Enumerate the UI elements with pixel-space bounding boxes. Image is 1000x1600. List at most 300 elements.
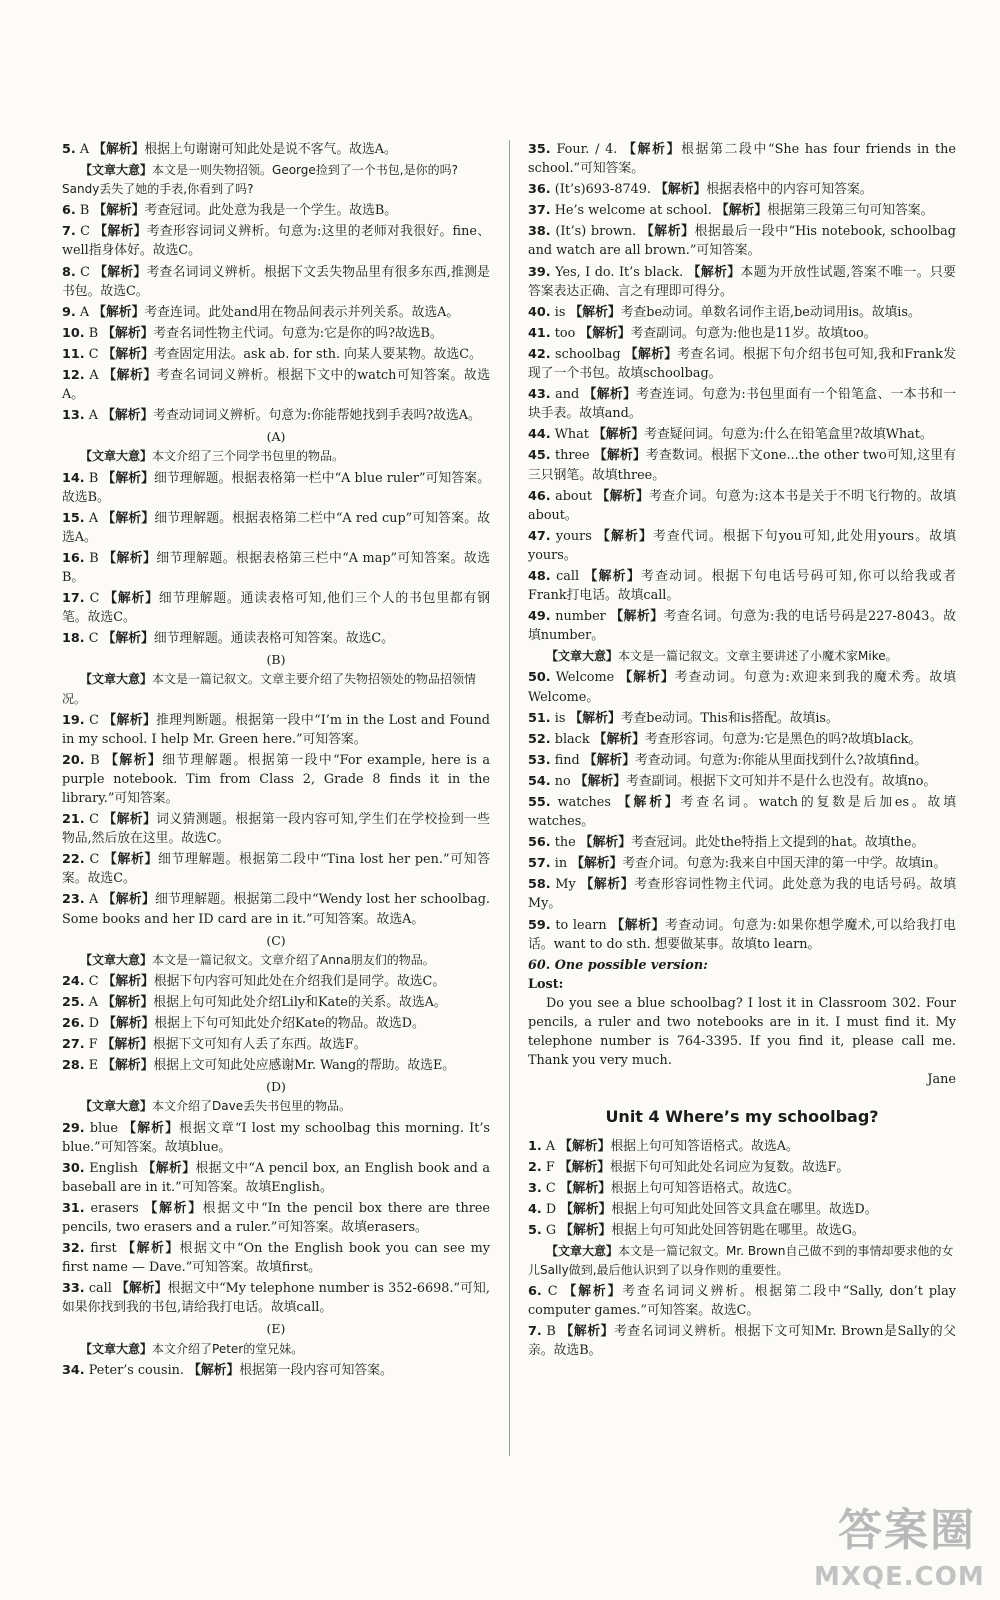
section-heading: (E) bbox=[266, 1321, 286, 1337]
analysis-text: 考查be动词。This和is搭配。故填is。 bbox=[620, 710, 839, 726]
analysis-tag: 【解析】 bbox=[655, 182, 707, 198]
answer-entry bbox=[528, 567, 956, 605]
section-heading: (C) bbox=[266, 932, 286, 948]
analysis-tag: 【解析】 bbox=[122, 1241, 180, 1257]
answer-entry bbox=[62, 993, 490, 1012]
article-summary bbox=[62, 951, 490, 970]
summary-text: 本文是一则失物招领。George捡到了一个书包,是你的吗?Sandy丢失了她的手表,你看到了吗? bbox=[62, 163, 458, 197]
analysis-text: 根据第一段内容可知答案。 bbox=[239, 1362, 393, 1378]
question-number: 6. bbox=[528, 1284, 542, 1300]
analysis-tag: 【解析】 bbox=[593, 731, 645, 747]
question-number: 5. bbox=[528, 1222, 542, 1238]
answer-entry bbox=[528, 751, 956, 770]
answer-value: A bbox=[89, 892, 99, 908]
section-heading: (B) bbox=[266, 652, 286, 668]
answer-entry bbox=[528, 1221, 956, 1240]
question-number: 16. bbox=[62, 550, 85, 566]
analysis-tag: 【解析】 bbox=[579, 325, 631, 341]
answer-value: C bbox=[80, 264, 90, 280]
answer-value: A bbox=[545, 1138, 556, 1154]
answer-entry bbox=[528, 201, 956, 220]
answer-entry bbox=[62, 406, 490, 425]
answer-value: yours bbox=[555, 528, 592, 544]
answer-value: number bbox=[555, 609, 606, 625]
answer-entry bbox=[62, 1239, 490, 1277]
analysis-tag: 【解析】 bbox=[619, 670, 675, 686]
answer-entry bbox=[528, 324, 956, 343]
answer-entry bbox=[62, 850, 490, 888]
answer-value: Four. / 4. bbox=[556, 142, 618, 157]
analysis-text: 考查动词。句意为:你能从里面找到什么?故填find。 bbox=[635, 752, 928, 768]
question-number: 21. bbox=[62, 812, 85, 828]
question-number: 18. bbox=[62, 631, 85, 647]
question-number: 14. bbox=[62, 470, 85, 486]
analysis-tag: 【解析】 bbox=[596, 488, 650, 504]
answer-entry bbox=[528, 772, 956, 791]
analysis-text: 考查形容词词义辨析。句意为:这里的老师对我很好。fine、well指身体好。故选C。 bbox=[62, 224, 490, 259]
answer-value: B bbox=[88, 325, 99, 341]
answer-value: the bbox=[554, 835, 576, 851]
analysis-tag: 【解析】 bbox=[583, 752, 635, 768]
question-number: 3. bbox=[528, 1180, 542, 1196]
analysis-tag: 【解析】 bbox=[103, 712, 157, 728]
analysis-tag: 【解析】 bbox=[103, 368, 157, 384]
answer-entry bbox=[62, 1361, 490, 1380]
analysis-tag: 【解析】 bbox=[640, 224, 695, 240]
analysis-text: 根据上句谢谢可知此处是说不客气。故选A。 bbox=[144, 142, 397, 157]
analysis-text: 细节理解题。根据表格第一栏中“A blue ruler”可知答案。故选B。 bbox=[62, 470, 490, 505]
analysis-tag: 【解析】 bbox=[593, 448, 646, 464]
analysis-tag: 【解析】 bbox=[569, 304, 621, 320]
summary-tag: 【文章大意】 bbox=[80, 1341, 153, 1356]
analysis-text: 根据上句可知此处回答文具盒在哪里。故选D。 bbox=[611, 1201, 878, 1217]
answer-value: B bbox=[88, 470, 99, 486]
analysis-text: 细节理解题。根据第二段中“Wendy lost her schoolbag. Some books and her ID card are in it.”可知答案。故选A。 bbox=[62, 892, 490, 927]
answer-entry bbox=[528, 222, 956, 260]
watermark-logo-text: 答案圈 bbox=[838, 1505, 976, 1556]
answer-value: A bbox=[89, 368, 99, 384]
analysis-tag: 【解析】 bbox=[559, 1138, 611, 1154]
analysis-tag: 【解析】 bbox=[558, 1159, 610, 1175]
question-number: 25. bbox=[62, 994, 85, 1010]
analysis-tag: 【解析】 bbox=[569, 710, 621, 726]
answer-entry bbox=[528, 854, 956, 873]
analysis-tag: 【解析】 bbox=[574, 773, 626, 789]
answer-entry bbox=[528, 487, 956, 525]
analysis-tag: 【解析】 bbox=[560, 1324, 614, 1340]
question-number: 54. bbox=[528, 773, 551, 789]
analysis-tag: 【解析】 bbox=[144, 1200, 203, 1216]
answer-entry bbox=[62, 201, 490, 220]
answer-entry bbox=[528, 1282, 956, 1320]
answer-entry bbox=[528, 1179, 956, 1198]
analysis-text: 考查动词。句意为:如果你想学魔术,可以给我打电话。want to do sth. 想要做某事。故填to learn。 bbox=[528, 917, 956, 952]
right-column bbox=[528, 140, 956, 1363]
answer-value: C bbox=[89, 591, 100, 607]
analysis-text: 根据文中“My telephone number is 352-6698.”可知,如果你找到我的书包,请给我打电话。故填call。 bbox=[62, 1281, 490, 1316]
question-number: 41. bbox=[528, 325, 551, 341]
question-number: 52. bbox=[528, 731, 551, 747]
answer-entry bbox=[528, 607, 956, 645]
question-number: 2. bbox=[528, 1159, 542, 1175]
analysis-tag: 【解析】 bbox=[93, 142, 145, 157]
answer-value: C bbox=[89, 852, 100, 868]
question-number: 10. bbox=[62, 325, 85, 341]
answer-entry bbox=[62, 366, 490, 404]
analysis-tag: 【解析】 bbox=[560, 1201, 612, 1217]
analysis-text: 考查介词。句意为:我来自中国天津的第一中学。故填in。 bbox=[622, 856, 947, 872]
answer-entry bbox=[62, 1159, 490, 1197]
answer-entry bbox=[62, 890, 490, 928]
question-number: 8. bbox=[62, 264, 76, 280]
analysis-tag: 【解析】 bbox=[116, 1281, 168, 1297]
answer-entry bbox=[62, 222, 490, 260]
answer-entry bbox=[528, 1158, 956, 1177]
question-number: 53. bbox=[528, 752, 551, 768]
analysis-tag: 【解析】 bbox=[104, 591, 159, 607]
analysis-tag: 【解析】 bbox=[103, 550, 157, 566]
article-summary bbox=[62, 670, 490, 708]
analysis-text: 考查连词。此处and用在物品间表示并列关系。故选A。 bbox=[144, 304, 460, 320]
question-number: 33. bbox=[62, 1281, 85, 1297]
answer-value: first bbox=[90, 1241, 117, 1257]
analysis-tag: 【解析】 bbox=[102, 470, 155, 486]
analysis-tag: 【解析】 bbox=[563, 1284, 623, 1300]
answer-value: D bbox=[88, 1016, 100, 1032]
answer-entry bbox=[528, 140, 956, 178]
question-number: 5. bbox=[62, 142, 76, 157]
watermark-url: MXQE.COM bbox=[814, 1562, 985, 1592]
analysis-text: 考查数词。根据下文one...the other two可知,这里有三只钢笔。故填three。 bbox=[528, 448, 957, 483]
answer-value: D bbox=[545, 1201, 557, 1217]
analysis-tag: 【解析】 bbox=[623, 142, 682, 157]
answer-value: blue bbox=[89, 1120, 119, 1136]
summary-text: 本文是一篇记叙文。Mr. Brown自己做不到的事情却要求他的女儿Sally做到,最后他认识到了以身作则的重要性。 bbox=[528, 1243, 954, 1278]
analysis-tag: 【解析】 bbox=[102, 892, 155, 908]
watermark-logo bbox=[814, 1494, 986, 1592]
answer-value: and bbox=[555, 387, 580, 403]
summary-text: 本文介绍了三个同学书包里的物品。 bbox=[152, 449, 345, 464]
question-number: 20. bbox=[62, 752, 85, 768]
analysis-tag: 【解析】 bbox=[142, 1160, 196, 1176]
question-number: 22. bbox=[62, 852, 85, 868]
answer-value: in bbox=[554, 856, 568, 872]
answer-value: He’s welcome at school. bbox=[554, 203, 712, 219]
answer-entry bbox=[62, 1035, 490, 1054]
left-column bbox=[62, 140, 490, 1382]
summary-tag: 【文章大意】 bbox=[80, 449, 153, 464]
summary-text: 本文是一篇记叙文。文章主要介绍了失物招领处的物品招领情况。 bbox=[62, 672, 477, 706]
summary-tag: 【文章大意】 bbox=[80, 1099, 153, 1114]
answer-value: Peter’s cousin. bbox=[88, 1362, 184, 1378]
analysis-text: 根据表格中的内容可知答案。 bbox=[706, 182, 873, 198]
analysis-text: 根据下文可知有人丢了东西。故选F。 bbox=[152, 1037, 367, 1053]
question-number: 13. bbox=[62, 408, 85, 424]
question-number: 44. bbox=[528, 427, 551, 443]
question-number: 1. bbox=[528, 1138, 542, 1154]
answer-entry bbox=[528, 833, 956, 852]
question-number: 30. bbox=[62, 1160, 85, 1176]
analysis-tag: 【解析】 bbox=[687, 264, 741, 280]
answer-value: watches bbox=[557, 795, 611, 810]
answer-value: F bbox=[545, 1159, 555, 1175]
answer-value: B bbox=[546, 1324, 556, 1340]
analysis-text: 细节理解题。通读表格可知,他们三个人的书包里都有钢笔。故选C。 bbox=[62, 591, 490, 626]
sample-essay bbox=[528, 956, 956, 1090]
answer-value: C bbox=[88, 631, 99, 647]
summary-text: 本文是一篇记叙文。文章主要讲述了小魔术家Mike。 bbox=[618, 649, 898, 664]
question-number: 11. bbox=[62, 346, 85, 362]
analysis-text: 细节理解题。根据第二段中“Tina lost her pen.”可知答案。故选C。 bbox=[62, 852, 490, 887]
analysis-tag: 【解析】 bbox=[105, 752, 163, 768]
answer-value: no bbox=[554, 773, 571, 789]
answer-entry bbox=[62, 263, 490, 301]
answer-value: A bbox=[79, 304, 90, 320]
answer-entry bbox=[62, 1199, 490, 1237]
answer-entry bbox=[62, 469, 490, 507]
analysis-tag: 【解析】 bbox=[571, 856, 623, 872]
essay-title: Lost: bbox=[528, 976, 564, 992]
analysis-text: 根据文中“On the English book you can see my first name — Dave.”可知答案。故填first。 bbox=[62, 1241, 490, 1276]
answer-value: A bbox=[88, 510, 99, 526]
analysis-text: 考查疑问词。句意为:什么在铅笔盒里?故填What。 bbox=[644, 427, 933, 443]
analysis-text: 考查代词。根据下句you可知,此处用yours。故填yours。 bbox=[528, 528, 956, 563]
analysis-text: 词义猜测题。根据第一段内容可知,学生们在学校捡到一些物品,然后放在这里。故选C。 bbox=[62, 812, 490, 847]
analysis-tag: 【解析】 bbox=[94, 264, 147, 280]
analysis-text: 细节理解题。根据表格第二栏中“A red cup”可知答案。故选A。 bbox=[62, 510, 490, 545]
analysis-tag: 【解析】 bbox=[610, 609, 664, 625]
analysis-text: 考查动词词义辨析。句意为:你能帮她找到手表吗?故选A。 bbox=[153, 408, 481, 424]
analysis-tag: 【解析】 bbox=[611, 917, 665, 933]
answer-entry bbox=[528, 303, 956, 322]
question-number: 49. bbox=[528, 609, 551, 625]
analysis-text: 考查副词。句意为:他也是11岁。故填too。 bbox=[630, 325, 877, 341]
summary-tag: 【文章大意】 bbox=[80, 672, 153, 687]
answer-value: too bbox=[554, 325, 576, 341]
article-summary bbox=[528, 647, 956, 666]
answer-value: about bbox=[555, 488, 593, 504]
analysis-text: 根据文中“In the pencil box there are three pencils, two erasers and a ruler.”可知答案。故填erasers。 bbox=[62, 1200, 490, 1235]
analysis-text: 考查名词性物主代词。句意为:它是你的吗?故选B。 bbox=[153, 325, 443, 341]
question-number: 4. bbox=[528, 1201, 542, 1217]
question-number: 17. bbox=[62, 591, 85, 607]
answer-value: E bbox=[88, 1058, 99, 1074]
answer-value: What bbox=[554, 427, 589, 443]
answer-value: A bbox=[88, 408, 98, 424]
answer-entry bbox=[62, 711, 490, 749]
essay-heading: 60. One possible version: bbox=[528, 957, 708, 973]
analysis-text: 根据文中“A pencil box, an English book and a baseball are in it.”可知答案。故填English。 bbox=[62, 1160, 490, 1195]
analysis-tag: 【解析】 bbox=[617, 795, 681, 810]
answer-value: erasers bbox=[90, 1200, 139, 1216]
analysis-text: 根据上句可知此处介绍Lily和Kate的关系。故选A。 bbox=[153, 994, 447, 1010]
analysis-text: 考查名词词义辨析。根据下文丢失物品里有很多东西,推测是书包。故选C。 bbox=[62, 264, 490, 299]
question-number: 32. bbox=[62, 1241, 85, 1257]
question-number: 7. bbox=[62, 224, 76, 240]
question-number: 27. bbox=[62, 1037, 85, 1053]
summary-tag: 【文章大意】 bbox=[80, 952, 153, 967]
analysis-tag: 【解析】 bbox=[123, 1120, 180, 1136]
answer-value: C bbox=[545, 1180, 556, 1196]
answer-entry bbox=[528, 730, 956, 749]
analysis-tag: 【解析】 bbox=[102, 973, 154, 989]
answer-value: B bbox=[90, 752, 100, 768]
summary-tag: 【文章大意】 bbox=[546, 1243, 619, 1258]
answer-entry bbox=[528, 1137, 956, 1156]
answer-value: C bbox=[80, 224, 90, 240]
answer-value: (It’s) brown. bbox=[555, 224, 637, 240]
section-heading: (A) bbox=[266, 429, 286, 445]
article-summary bbox=[62, 161, 490, 199]
question-number: 56. bbox=[528, 835, 551, 851]
question-number: 51. bbox=[528, 710, 551, 726]
analysis-text: 考查形容词性物主代词。此处意为我的电话号码。故填My。 bbox=[528, 877, 957, 912]
analysis-text: 根据上下句可知此处介绍Kate的物品。故选D。 bbox=[154, 1016, 425, 1032]
answer-entry bbox=[62, 345, 490, 364]
analysis-tag: 【解析】 bbox=[102, 510, 155, 526]
question-number: 38. bbox=[528, 224, 551, 240]
answer-value: B bbox=[89, 550, 99, 566]
analysis-tag: 【解析】 bbox=[93, 304, 145, 320]
question-number: 35. bbox=[528, 142, 551, 157]
question-number: 15. bbox=[62, 510, 85, 526]
analysis-text: 本题为开放性试题,答案不唯一。只要答案表达正确、言之有理即可得分。 bbox=[528, 264, 956, 299]
column-divider bbox=[509, 140, 510, 1456]
analysis-text: 根据上句可知答语格式。故选A。 bbox=[610, 1138, 799, 1154]
question-number: 46. bbox=[528, 488, 551, 504]
answer-entry bbox=[528, 793, 956, 831]
answer-value: (It’s)693-8749. bbox=[554, 182, 651, 198]
analysis-text: 考查固定用法。ask ab. for sth. 向某人要某物。故选C。 bbox=[153, 346, 482, 362]
answer-value: A bbox=[79, 142, 90, 157]
analysis-text: 考查动词。句意为:欢迎来到我的魔术秀。故填Welcome。 bbox=[528, 670, 956, 705]
analysis-text: 根据上句可知答语格式。故选C。 bbox=[610, 1180, 800, 1196]
question-number: 59. bbox=[528, 917, 551, 933]
question-number: 23. bbox=[62, 892, 85, 908]
question-number: 37. bbox=[528, 203, 551, 219]
answer-value: Welcome bbox=[555, 670, 615, 686]
answer-value: C bbox=[547, 1284, 558, 1300]
analysis-tag: 【解析】 bbox=[559, 1180, 611, 1196]
question-number: 6. bbox=[62, 203, 76, 219]
question-number: 40. bbox=[528, 304, 551, 320]
answer-entry bbox=[528, 709, 956, 728]
answer-value: is bbox=[554, 304, 566, 320]
analysis-tag: 【解析】 bbox=[102, 346, 154, 362]
question-number: 9. bbox=[62, 304, 76, 320]
question-number: 29. bbox=[62, 1120, 85, 1136]
answer-entry bbox=[528, 425, 956, 444]
summary-tag: 【文章大意】 bbox=[546, 649, 619, 664]
analysis-text: 根据下句可知此处名词应为复数。故选F。 bbox=[610, 1159, 850, 1175]
analysis-tag: 【解析】 bbox=[580, 877, 635, 893]
answer-entry bbox=[528, 875, 956, 913]
answer-value: black bbox=[554, 731, 590, 747]
answer-value: F bbox=[88, 1037, 98, 1053]
answer-entry bbox=[62, 1056, 490, 1075]
article-summary bbox=[62, 1097, 490, 1116]
summary-text: 本文介绍了Peter的堂兄妹。 bbox=[152, 1341, 304, 1356]
question-number: 39. bbox=[528, 264, 551, 280]
answer-value: three bbox=[554, 448, 590, 464]
analysis-tag: 【解析】 bbox=[624, 346, 678, 362]
answer-entry bbox=[528, 263, 956, 301]
analysis-text: 根据上句可知此处回答钥匙在哪里。故选G。 bbox=[611, 1222, 865, 1238]
answer-value: B bbox=[79, 203, 90, 219]
article-summary bbox=[62, 1340, 490, 1359]
answer-entry bbox=[528, 1322, 956, 1360]
answer-value: is bbox=[554, 710, 566, 726]
analysis-tag: 【解析】 bbox=[584, 568, 641, 584]
analysis-tag: 【解析】 bbox=[715, 203, 768, 219]
answer-value: Yes, I do. It’s black. bbox=[555, 264, 684, 280]
analysis-tag: 【解析】 bbox=[593, 427, 645, 443]
analysis-text: 考查形容词。句意为:它是黑色的吗?故填black。 bbox=[644, 731, 922, 747]
analysis-text: 考查名词。watch的复数是后加es。故填watches。 bbox=[528, 795, 957, 830]
analysis-tag: 【解析】 bbox=[583, 387, 637, 403]
answer-entry bbox=[62, 1279, 490, 1317]
analysis-text: 考查名词词义辨析。根据下文中的watch可知答案。故选A。 bbox=[62, 368, 491, 403]
summary-text: 本文介绍了Dave丢失书包里的物品。 bbox=[152, 1099, 352, 1114]
question-number: 26. bbox=[62, 1016, 85, 1032]
analysis-tag: 【解析】 bbox=[597, 528, 653, 544]
analysis-text: 考查冠词。此处the特指上文提到的hat。故填the。 bbox=[630, 835, 925, 851]
answer-value: schoolbag bbox=[555, 346, 621, 362]
answer-entry bbox=[528, 916, 956, 954]
analysis-tag: 【解析】 bbox=[102, 408, 154, 424]
analysis-text: 考查副词。根据下文可知并不是什么也没有。故填no。 bbox=[625, 773, 937, 789]
essay-body: Do you see a blue schoolbag? I lost it in Classroom 302. Four pencils, a ruler and two notebooks are in it. I must find it. My telephone number is 764-3395. If you find it, please call me. Thank you very much. bbox=[528, 995, 956, 1069]
answer-value: C bbox=[89, 812, 99, 828]
question-number: 31. bbox=[62, 1200, 85, 1216]
analysis-text: 考查介词。句意为:这本书是关于不明飞行物的。故填about。 bbox=[528, 488, 956, 523]
analysis-text: 考查be动词。单数名词作主语,be动词用is。故填is。 bbox=[620, 304, 921, 320]
answer-entry bbox=[62, 1014, 490, 1033]
answer-entry bbox=[528, 446, 956, 484]
analysis-text: 考查冠词。此处意为我是一个学生。故选B。 bbox=[144, 203, 398, 219]
answer-entry bbox=[62, 1119, 490, 1157]
answer-entry bbox=[62, 509, 490, 547]
question-number: 47. bbox=[528, 528, 551, 544]
analysis-tag: 【解析】 bbox=[102, 631, 154, 647]
question-number: 24. bbox=[62, 973, 85, 989]
essay-signature: Jane bbox=[927, 1072, 956, 1088]
question-number: 12. bbox=[62, 368, 85, 384]
answer-value: English bbox=[89, 1160, 138, 1176]
analysis-text: 根据第三段第三句可知答案。 bbox=[767, 203, 934, 219]
question-number: 36. bbox=[528, 182, 551, 198]
answer-value: C bbox=[88, 346, 99, 362]
analysis-tag: 【解析】 bbox=[104, 852, 159, 868]
analysis-tag: 【解析】 bbox=[188, 1362, 240, 1378]
analysis-tag: 【解析】 bbox=[102, 1058, 154, 1074]
answer-entry bbox=[62, 549, 490, 587]
question-number: 45. bbox=[528, 448, 551, 464]
analysis-text: 根据上文可知此处应感谢Mr. Wang的帮助。故选E。 bbox=[153, 1058, 456, 1074]
analysis-text: 根据第二段中“She has four friends in the school.”可知答案。 bbox=[528, 142, 957, 177]
question-number: 57. bbox=[528, 856, 551, 872]
answer-value: A bbox=[88, 994, 98, 1010]
answer-value: My bbox=[555, 877, 576, 893]
analysis-text: 根据最后一段中“His notebook, schoolbag and watch are all brown.”可知答案。 bbox=[528, 224, 956, 259]
answer-value: C bbox=[89, 712, 99, 728]
question-number: 28. bbox=[62, 1058, 85, 1074]
answer-value: find bbox=[554, 752, 580, 768]
analysis-text: 细节理解题。通读表格可知答案。故选C。 bbox=[153, 631, 394, 647]
answer-entry bbox=[62, 324, 490, 343]
answer-entry bbox=[62, 140, 490, 159]
question-number: 42. bbox=[528, 346, 551, 362]
